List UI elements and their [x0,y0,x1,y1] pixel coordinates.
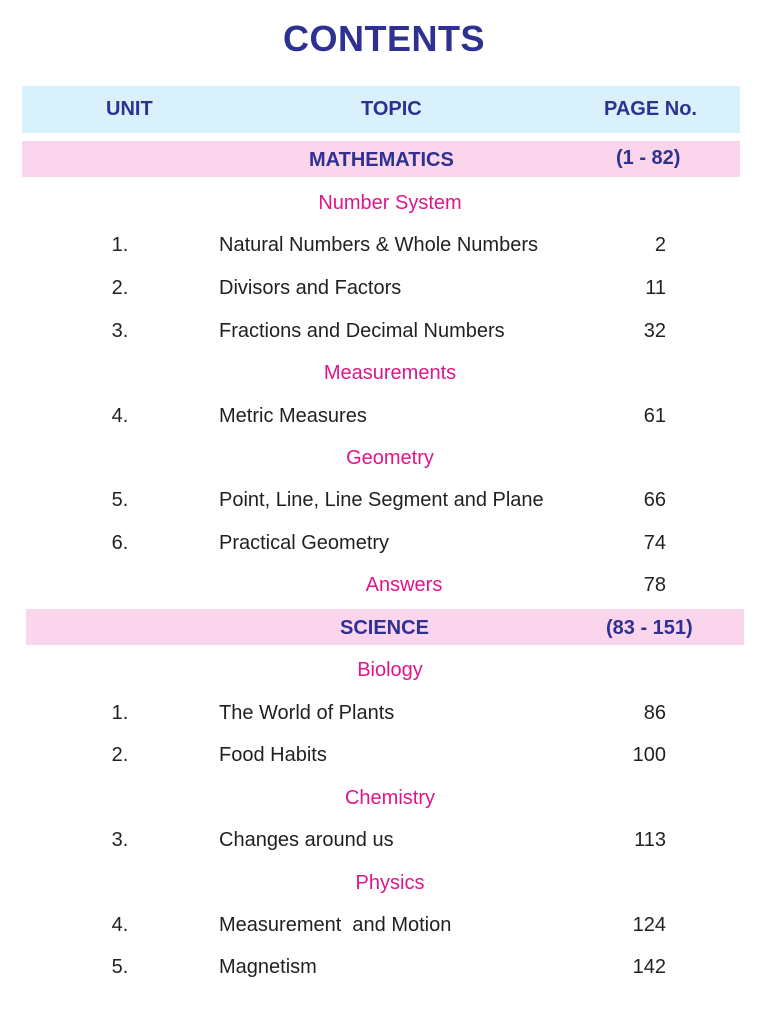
unit-number: 5. [111,489,129,511]
category-answers: Answers [365,574,443,596]
category-chemistry: Chemistry [344,787,435,809]
topic-name: Divisors and Factors [219,277,402,299]
topic-name: The World of Plants [219,702,395,724]
page-number: 142 [632,956,666,978]
header-topic: TOPIC [361,98,422,120]
category-measurements: Measurements [323,362,457,384]
topic-name: Point, Line, Line Segment and Plane [219,489,544,511]
topic-name: Food Habits [219,744,327,766]
topic-name: Changes around us [219,829,394,851]
page-number: 11 [645,277,666,299]
category-physics: Physics [355,872,425,894]
topic-name: Metric Measures [219,405,367,427]
category-biology: Biology [357,659,423,681]
unit-number: 6. [111,532,129,554]
page-number: 86 [643,702,666,724]
topic-name: Natural Numbers & Whole Numbers [219,234,538,256]
unit-number: 2. [111,744,129,766]
topic-name: Measurement and Motion [219,914,452,936]
section-title-science: SCIENCE [340,617,429,639]
page-number: 32 [643,320,666,342]
topic-name: Fractions and Decimal Numbers [219,320,505,342]
page-title: CONTENTS [283,18,485,59]
category-number-system: Number System [318,192,462,214]
unit-number: 1. [111,702,129,724]
header-page-no: PAGE No. [604,98,697,120]
unit-number: 3. [111,320,129,342]
unit-number: 4. [111,914,129,936]
page-number: 2 [654,234,666,256]
page-number: 61 [643,405,666,427]
page-number: 74 [643,532,666,554]
unit-number: 4. [111,405,129,427]
topic-name: Practical Geometry [219,532,390,554]
unit-number: 3. [111,829,129,851]
page-number: 100 [632,744,666,766]
category-geometry: Geometry [346,447,434,469]
unit-number: 1. [111,234,129,256]
unit-number: 2. [111,277,129,299]
section-range-science: (83 - 151) [606,617,693,639]
topic-name: Magnetism [219,956,317,978]
page-number: 113 [634,829,666,851]
page-number: 124 [632,914,666,936]
section-range-mathematics: (1 - 82) [616,147,681,169]
page-number: 78 [643,574,666,596]
page-number: 66 [643,489,666,511]
section-title-mathematics: MATHEMATICS [309,149,454,171]
unit-number: 5. [111,956,129,978]
header-unit: UNIT [106,98,153,120]
